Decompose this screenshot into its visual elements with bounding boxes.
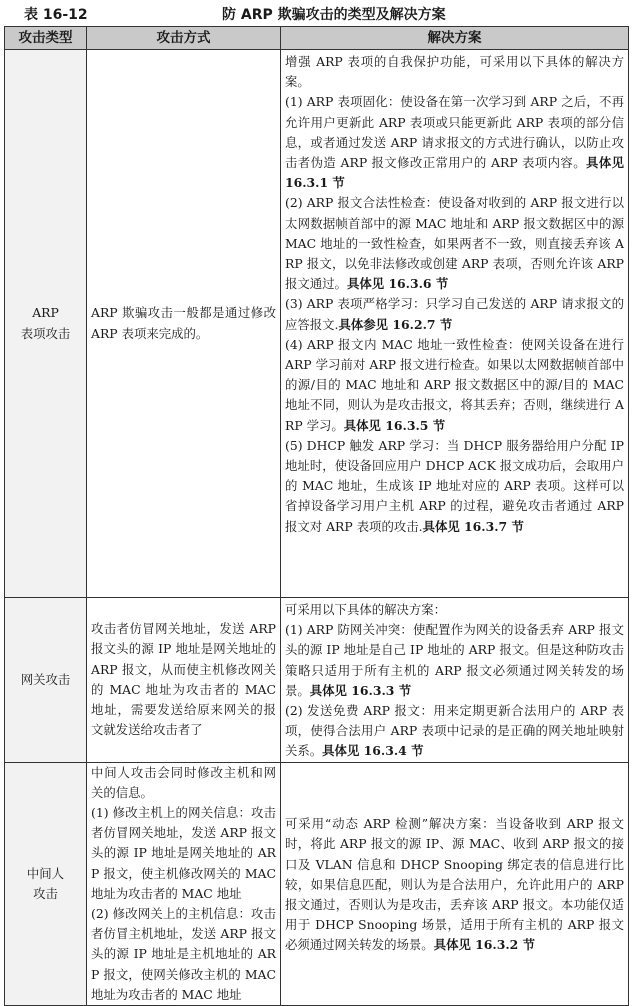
solution-paragraph: (2) 发送免费 ARP 报文：用来定期更新合法用户的 ARP 表项，使得合法用户 ARP 表项中记录的是正确的网关地址映射关系。具体见 16.3.4 节: [285, 703, 624, 759]
solution-cell: [281, 598, 629, 763]
table-title: 防 ARP 欺骗攻击的类型及解决方案: [222, 7, 446, 23]
solution-paragraph: (2) ARP 报文合法性检查：使设备对收到的 ARP 报文进行以太网数据帧首部中的源 MAC 地址和 ARP 报文数据区中的源 MAC 地址的一致性检查，如果两者不一致，则直接丢弃该 ARP 报文，以免非法修改或创建 ARP 表项，否则允许该 ARP 报文通过。具体见 16.3.6 节: [285, 195, 624, 292]
attack-type-label: 中间人: [26, 865, 65, 881]
table-row: [5, 50, 629, 598]
method-paragraph: (2) 修改网关上的主机信息：攻击者仿冒主机地址，发送 ARP 报文头的源 IP 地址是主机地址的 ARP 报文，使网关修改主机的 MAC 地址为攻击者的 MAC 地址: [91, 906, 276, 1002]
attack-method-cell: ARP 欺骗攻击一般都是通过修改 ARP 表项来完成的。: [87, 50, 281, 598]
solution-cell: [281, 50, 629, 598]
arp-defense-table: [4, 26, 629, 1006]
header-attack-method: 攻击方式: [87, 27, 281, 50]
section-ref: 具体见 16.3.4 节: [322, 743, 424, 759]
attack-type-cell: [5, 598, 87, 763]
section-ref: 具体见 16.3.7 节: [422, 518, 524, 534]
attack-type-label: 网关攻击: [20, 671, 71, 687]
attack-method-cell: [87, 762, 281, 1005]
section-ref: 具体见 16.3.3 节: [309, 682, 412, 698]
header-attack-type: 攻击类型: [5, 27, 87, 50]
attack-type-label: 表项攻击: [20, 325, 71, 341]
solution-paragraph: (1) ARP 防网关冲突：使配置作为网关的设备丢弃 ARP 报文头的源 IP 地址是自己 IP 地址的 ARP 报文。但是这种防攻击策略只适用于所有主机的 ARP 报文必须通过网关转发的场景。具体见 16.3.3 节: [285, 622, 624, 698]
attack-type-label: ARP: [32, 305, 59, 321]
solution-paragraph: (5) DHCP 触发 ARP 学习：当 DHCP 服务器给用户分配 IP 地址时，使设备回应用户 DHCP ACK 报文成功后，会取用户的 MAC 地址，生成该 IP 地址对应的 ARP 表项。这样可以省掉设备学习用户主机 ARP 的过程，避免攻击者通过 ARP 报文对 ARP 表项的攻击.具体见 16.3.7 节: [285, 437, 624, 534]
solution-paragraph: 增强 ARP 表项的自我保护功能，可采用以下具体的解决方案。: [285, 54, 624, 90]
table-number: 表 16-12: [24, 7, 88, 23]
attack-method-cell: 攻击者仿冒网关地址，发送 ARP 报文头的源 IP 地址是网关地址的 ARP 报文，从而使主机修改网关的 MAC 地址为攻击者的 MAC 地址，需要发送给原来网关的报文就发送给攻击者了: [87, 598, 281, 763]
attack-type-cell: [5, 50, 87, 598]
table-row: [5, 598, 629, 763]
section-ref: 具体参见 16.2.7 节: [338, 316, 453, 332]
header-solution: 解决方案: [281, 27, 629, 50]
solution-paragraph: (1) ARP 表项固化：使设备在第一次学习到 ARP 之后，不再允许用户更新此 ARP 表项或只能更新此 ARP 表项的部分信息，或者通过发送 ARP 请求报文的方式进行确认，以防止攻击者伪造 ARP 报文修改正常用户的 ARP 表项内容。具体见 16.3.1 节: [285, 94, 625, 191]
attack-type-cell: [5, 762, 87, 1005]
solution-paragraph: 可采用“动态 ARP 检测”解决方案：当设备收到 ARP 报文时，将此 ARP 报文的源 IP、源 MAC、收到 ARP 报文的接口及 VLAN 信息和 DHCP Snooping 绑定表的信息进行比较，如果信息匹配，则认为是合法用户，允许此用户的 ARP 报文通过，否则认为是攻击，丢弃该 ARP 报文。本功能仅适用于 DHCP Snooping 场景，适用于所有主机的 ARP 报文必须通过网关转发的场景。具体见 16.3.2 节: [285, 816, 624, 953]
attack-type-label: 攻击: [33, 885, 58, 901]
solution-paragraph: (3) ARP 表项严格学习：只学习自己发送的 ARP 请求报文的应答报文.具体参见 16.2.7 节: [285, 296, 624, 332]
method-paragraph: (1) 修改主机上的网关信息：攻击者仿冒网关地址，发送 ARP 报文头的源 IP 地址是网关地址的 ARP 报文，使主机修改网关的 MAC 地址为攻击者的 MAC 地址: [91, 805, 276, 901]
section-ref: 具体见 16.3.2 节: [433, 937, 535, 953]
table-header-row: [5, 27, 629, 50]
table-caption: [0, 0, 632, 26]
solution-paragraph: (4) ARP 报文内 MAC 地址一致性检查：使网关设备在进行 ARP 学习前对 ARP 报文进行检查。如果以太网数据帧首部中的源/目的 MAC 地址和 ARP 报文数据区中的源/目的 MAC 地址不同，则认为是攻击报文，将其丢弃；否则，继续进行 ARP 学习。具体见 16.3.5 节: [285, 336, 624, 433]
method-paragraph: 中间人攻击会同时修改主机和网关的信息。: [91, 764, 276, 800]
section-ref: 具体见 16.3.1 节: [285, 155, 625, 191]
section-ref: 具体见 16.3.6 节: [346, 276, 449, 292]
solution-paragraph: 可采用以下具体的解决方案：: [285, 602, 447, 617]
table-row: [5, 762, 629, 1005]
solution-cell: [281, 762, 629, 1005]
section-ref: 具体见 16.3.5 节: [343, 417, 446, 433]
